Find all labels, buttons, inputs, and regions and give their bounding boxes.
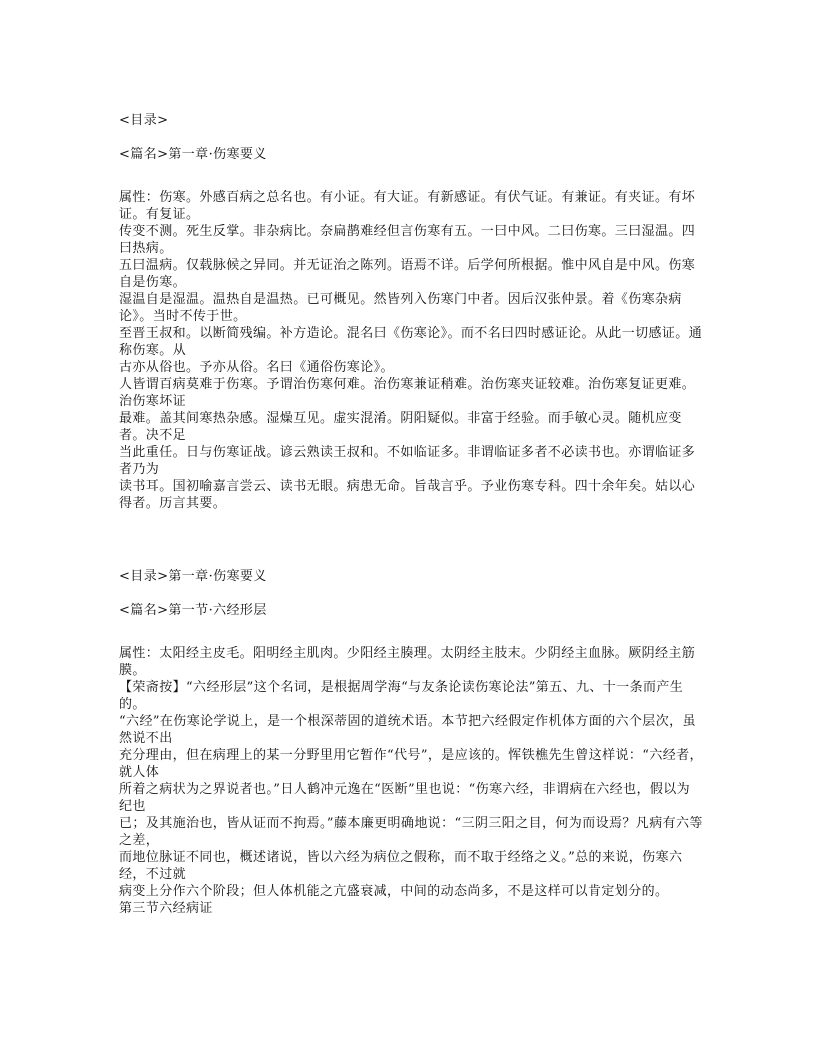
paragraph-line: 充分理由，但在病理上的某一分野里用它暂作“代号”，是应该的。恽铁樵先生曾这样说：“六经者，就人体: [119, 748, 703, 780]
chapter-heading: <篇名>第一章·伤寒要义: [119, 147, 267, 162]
section-subheading: <篇名>第一节·六经形层: [119, 603, 267, 618]
paragraph-line: 【荣斋按】“六经形层”这个名词，是根据周学海“与友条论读伤寒论法”第五、九、十一条而产生的。: [119, 680, 684, 712]
paragraph-line: 五曰温病。仅载脉候之异同。并无证治之陈列。语焉不详。后学何所根据。惟中风自是中风。伤寒自是伤寒。: [119, 258, 696, 290]
paragraph-line: 病变上分作六个阶段；但人体机能之亢盛衰减，中间的动态尚多，不是这样可以肯定划分的。: [119, 884, 669, 899]
paragraph-line: 而地位脉证不同也，概述诸说，皆以六经为病位之假称，而不取于经络之义。”总的来说，伤寒六经，不过就: [119, 850, 683, 882]
paragraph-line: 属性：伤寒。外感百病之总名也。有小证。有大证。有新感证。有伏气证。有兼证。有夹证。有坏证。有复证。: [119, 190, 696, 222]
paragraph-line: 至晋王叔和。以断简残编。补方造论。混名曰《伤寒论》。而不名曰四时感证论。从此一切感证。通称伤寒。从: [119, 326, 703, 358]
paragraph-line: 当此重任。日与伤寒证战。谚云熟读王叔和。不如临证多。非谓临证多者不必读书也。亦谓临证多者乃为: [119, 445, 696, 477]
paragraph-line: 湿温自是湿温。温热自是温热。已可概见。然皆列入伤寒门中者。因后汉张仲景。着《伤寒杂病论》。当时不传于世。: [119, 292, 682, 324]
next-section-title: 第三节六经病证: [119, 901, 213, 916]
document-page: [119, 112, 703, 917]
paragraph-line: 已；及其施治也，皆从证而不拘焉。”藤本廉更明确地说：“三阴三阳之目，何为而设焉？凡病有六等之差，: [119, 816, 703, 848]
paragraph-line: 人皆谓百病莫难于伤寒。予谓治伤寒何难。治伤寒兼证稍难。治伤寒夹证较难。治伤寒复证更难。治伤寒坏证: [119, 377, 696, 409]
paragraph-line: 古亦从俗也。予亦从俗。名曰《通俗伤寒论》。: [119, 360, 394, 375]
paragraph-line: 所着之病状为之界说者也。”日人鹤冲元逸在“医断”里也说：“伤寒六经，非谓病在六经也，假以为纪也: [119, 782, 691, 814]
paragraph-line: 属性：太阳经主皮毛。阳明经主肌肉。少阳经主腠理。太阴经主肢末。少阴经主血脉。厥阴经主筋膜。: [119, 646, 696, 678]
paragraph-line: 最难。盖其间寒热杂感。湿燥互见。虚实混淆。阴阳疑似。非富于经验。而手敏心灵。随机应变者。决不足: [119, 411, 682, 443]
toc-label: <目录>: [119, 113, 169, 128]
paragraph-line: “六经”在伤寒论学说上，是一个根深蒂固的道统术语。本节把六经假定作机体方面的六个层次，虽然说不出: [119, 714, 696, 746]
paragraph-line: 读书耳。国初喻嘉言尝云、读书无眼。病患无命。旨哉言乎。予业伤寒专科。四十余年矣。姑以心得者。历言其要。: [119, 479, 696, 511]
section-heading: <目录>第一章·伤寒要义: [119, 569, 267, 584]
paragraph-line: 传变不测。死生反掌。非杂病比。奈扁鹊难经但言伤寒有五。一曰中风。二曰伤寒。三曰湿温。四曰热病。: [119, 224, 696, 256]
